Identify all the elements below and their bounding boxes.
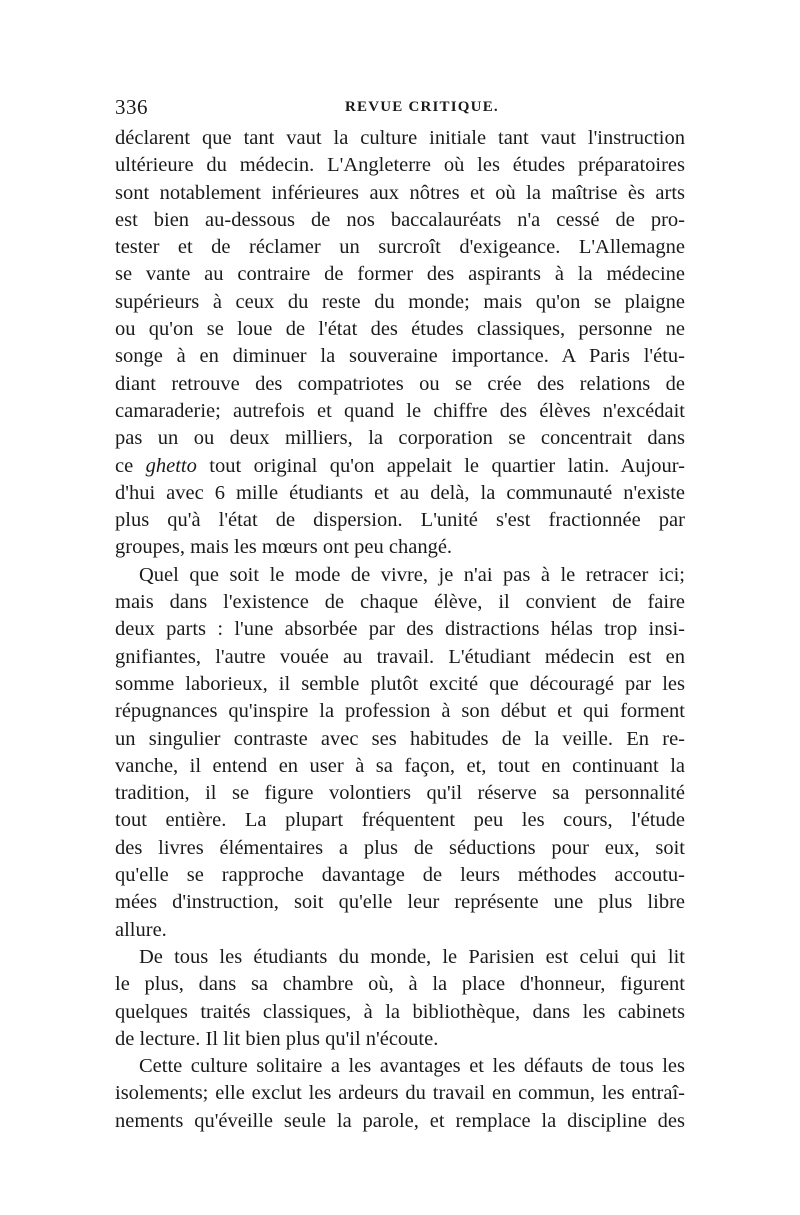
paragraph (115, 944, 685, 1053)
text-line: gnifiantes, l'autre vouée au travail. L'étudiant médecin est en (115, 645, 685, 668)
text-line: plus qu'à l'état de dispersion. L'unité s'est fractionnée par (115, 509, 685, 532)
text-line: tradition, il se figure volontiers qu'il réserve sa personnalité (115, 782, 685, 805)
paragraph (115, 125, 685, 562)
paragraph (115, 562, 685, 944)
text-line: un singulier contraste avec ses habitudes de la veille. En re- (115, 727, 685, 750)
body-text (115, 125, 685, 1135)
text-line: supérieurs à ceux du reste du monde; mais qu'on se plaigne (115, 290, 685, 313)
text-line: le plus, dans sa chambre où, à la place d'honneur, figurent (115, 973, 685, 996)
running-head (115, 95, 685, 125)
text-line: mais dans l'existence de chaque élève, il convient de faire (115, 591, 685, 614)
text-line: vanche, il entend en user à sa façon, et, tout en continuant la (115, 754, 685, 777)
text-line: mées d'instruction, soit qu'elle leur représente une plus libre (115, 891, 685, 914)
paragraph (115, 1053, 685, 1135)
text-line: camaraderie; autrefois et quand le chiffre des élèves n'excédait (115, 399, 685, 422)
text-line: de lecture. Il lit bien plus qu'il n'écoute. (115, 1027, 439, 1050)
page-number: 336 (115, 95, 148, 119)
text-line: songe à en diminuer la souveraine importance. A Paris l'étu- (115, 345, 685, 368)
text-fragment: tout original qu'on appelait le quartier latin. Aujour- (196, 454, 685, 477)
text-line: isolements; elle exclut les ardeurs du travail en commun, les entraî- (115, 1082, 685, 1105)
book-page (115, 95, 685, 1135)
text-line: De tous les étudiants du monde, le Parisien est celui qui lit (139, 945, 685, 968)
text-line: qu'elle se rapproche davantage de leurs méthodes accoutu- (115, 864, 685, 887)
text-line: sont notablement inférieures aux nôtres et où la maîtrise ès arts (115, 181, 685, 204)
text-line: nements qu'éveille seule la parole, et remplace la discipline des (115, 1109, 685, 1132)
text-line: Quel que soit le mode de vivre, je n'ai pas à le retracer ici; (139, 563, 685, 586)
text-line-ghetto (115, 453, 685, 480)
text-line: allure. (115, 918, 167, 941)
text-line: Cette culture solitaire a les avantages et les défauts de tous les (139, 1055, 685, 1078)
text-line: répugnances qu'inspire la profession à son début et qui forment (115, 700, 685, 723)
text-line: ultérieure du médecin. L'Angleterre où les études préparatoires (115, 154, 685, 177)
text-line: tester et de réclamer un surcroît d'exigeance. L'Allemagne (115, 236, 685, 259)
text-line: diant retrouve des compatriotes ou se crée des relations de (115, 372, 685, 395)
journal-title: REVUE CRITIQUE. (345, 99, 499, 115)
text-line: d'hui avec 6 mille étudiants et au delà, la communauté n'existe (115, 481, 685, 504)
text-fragment: ce (115, 454, 146, 477)
text-line: groupes, mais les mœurs ont peu changé. (115, 536, 453, 559)
text-line: pas un ou deux milliers, la corporation se concentrait dans (115, 427, 685, 450)
text-line: tout entière. La plupart fréquentent peu les cours, l'étude (115, 809, 685, 832)
text-line: ou qu'on se loue de l'état des études classiques, personne ne (115, 318, 685, 341)
italic-word: ghetto (145, 454, 197, 477)
text-line: somme laborieux, il semble plutôt excité que découragé par les (115, 672, 685, 695)
text-line: quelques traités classiques, à la bibliothèque, dans les cabinets (115, 1000, 685, 1023)
text-line: des livres élémentaires a plus de séductions pour eux, soit (115, 836, 685, 859)
text-line: est bien au-dessous de nos baccalauréats n'a cessé de pro- (115, 208, 685, 231)
text-line: se vante au contraire de former des aspirants à la médecine (115, 263, 685, 286)
text-line: déclarent que tant vaut la culture initiale tant vaut l'instruction (115, 127, 685, 149)
text-line: deux parts : l'une absorbée par des distractions hélas trop insi- (115, 618, 685, 641)
